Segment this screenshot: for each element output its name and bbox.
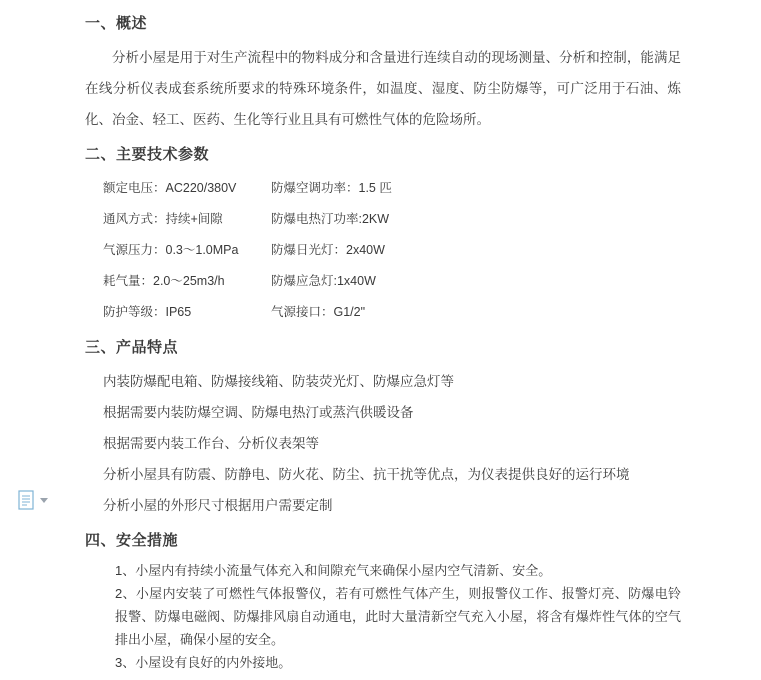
section-title-features: 三、产品特点: [85, 339, 179, 356]
spec-cell-right: 防爆空调功率：1.5 匹: [271, 181, 392, 195]
spec-cell-left: 额定电压：AC220/380V: [103, 181, 237, 195]
table-row: [103, 173, 392, 204]
overview-paragraph: 分析小屋是用于对生产流程中的物料成分和含量进行连续自动的现场测量、分析和控制，能满足在线分析仪表成套系统所要求的特殊环境条件，如温度、湿度、防尘防爆等，可广泛用于石油、炼化、冶金、轻工、医药、生化等行业且具有可燃性气体的危险场所。: [85, 50, 681, 127]
section-safety: [85, 527, 681, 674]
side-widget[interactable]: [18, 490, 48, 510]
list-item: 3、小屋设有良好的内外接地。: [115, 655, 292, 670]
list-item: 根据需要内装防爆空调、防爆电热汀或蒸汽供暖设备: [103, 405, 414, 420]
spec-cell-right: 防爆日光灯：2x40W: [271, 243, 385, 257]
section-overview: [85, 10, 681, 135]
specs-table: [103, 173, 392, 328]
list-item: 分析小屋具有防震、防静电、防火花、防尘、抗干扰等优点，为仪表提供良好的运行环境: [103, 467, 630, 482]
features-list: [85, 366, 681, 521]
list-item: 分析小屋的外形尺寸根据用户需要定制: [103, 498, 333, 513]
document-icon[interactable]: [18, 490, 36, 510]
spec-cell-left: 通风方式：持续+间隙: [103, 212, 223, 226]
spec-cell-left: 防护等级：IP65: [103, 305, 192, 319]
section-title-safety: 四、安全措施: [85, 532, 179, 549]
section-features: [85, 334, 681, 521]
spec-cell-left: 耗气量：2.0～25m3/h: [103, 274, 225, 288]
caret-down-icon[interactable]: [40, 498, 48, 503]
list-item: 2、小屋内安装了可燃性气体报警仪，若有可燃性气体产生，则报警仪工作、报警灯亮、防爆电铃报警、防爆电磁阀、防爆排风扇自动通电，此时大量清新空气充入小屋，将含有爆炸性气体的空气排出小屋，确保小屋的安全。: [115, 586, 681, 647]
spec-cell-right: 气源接口：G1/2": [271, 305, 366, 319]
spec-cell-right: 防爆电热汀功率:2KW: [271, 212, 390, 226]
list-item: 1、小屋内有持续小流量气体充入和间隙充气来确保小屋内空气清新、安全。: [115, 563, 552, 578]
section-title-overview: 一、概述: [85, 15, 148, 32]
spec-cell-right: 防爆应急灯:1x40W: [271, 274, 376, 288]
table-row: [103, 297, 392, 328]
list-item: 根据需要内装工作台、分析仪表架等: [103, 436, 319, 451]
section-title-specs: 二、主要技术参数: [85, 146, 210, 163]
section-specs: [85, 141, 681, 328]
spec-cell-left: 气源压力：0.3～1.0MPa: [103, 243, 239, 257]
list-item: 内装防爆配电箱、防爆接线箱、防装荧光灯、防爆应急灯等: [103, 374, 454, 389]
table-row: [103, 266, 392, 297]
table-row: [103, 235, 392, 266]
table-row: [103, 204, 392, 235]
safety-list: [85, 559, 681, 674]
